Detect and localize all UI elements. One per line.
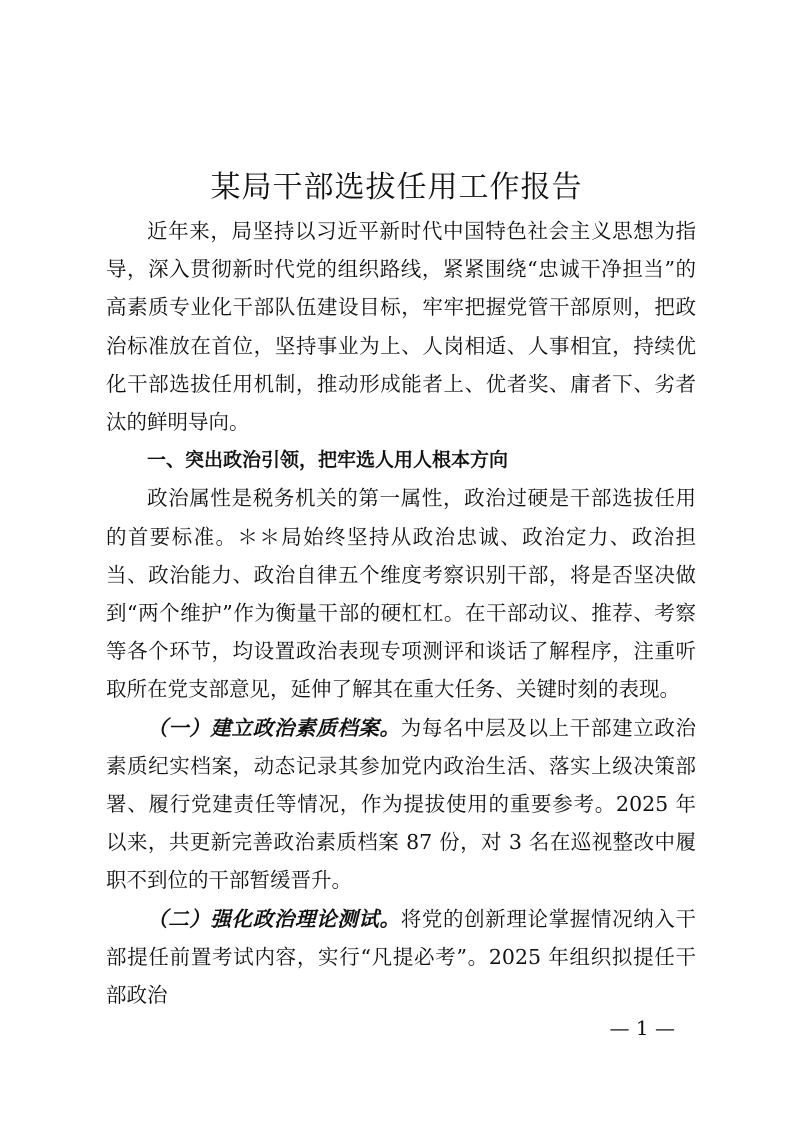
document-body bbox=[106, 212, 696, 1014]
subsection-2-paragraph bbox=[106, 900, 696, 1015]
subsection-1-paragraph bbox=[106, 709, 696, 900]
section-1-paragraph: 政治属性是税务机关的第一属性，政治过硬是干部选拔任用的首要标准。＊＊局始终坚持从政治忠诚、政治定力、政治担当、政治能力、政治自律五个维度考察识别干部，将是否坚决做到“两个维护”作为衡量干部的硬杠杠。在干部动议、推荐、考察等各个环节，均设置政治表现专项测评和谈话了解程序，注重听取所在党支部意见，延伸了解其在重大任务、关键时刻的表现。 bbox=[106, 486, 696, 702]
subsection-2-lead: （二）强化政治理论测试。 bbox=[147, 906, 401, 931]
subsection-2-text: 将党的创新理论掌握情况纳入干部提任前置考试内容，实行“凡提必考”。2025 年组织拟提任干部政治 bbox=[106, 906, 697, 1008]
document-title: 某局干部选拔任用工作报告 bbox=[210, 170, 583, 206]
section-1-heading: 一、突出政治引领，把牢选人用人根本方向 bbox=[147, 449, 509, 472]
subsection-1-text: 为每名中层及以上干部建立政治素质纪实档案，动态记录其参加党内政治生活、落实上级决策部署、履行党建责任等情况，作为提拔使用的重要参考。2025 年以来，共更新完善政治素质档案 87 份，对 3 名在巡视整改中履职不到位的干部暂缓晋升。 bbox=[106, 715, 697, 893]
intro-paragraph: 近年来，局坚持以习近平新时代中国特色社会主义思想为指导，深入贯彻新时代党的组织路线，紧紧围绕“忠诚干净担当”的高素质专业化干部队伍建设目标，牢牢把握党管干部原则，把政治标准放在首位，坚持事业为上、人岗相适、人事相宜，持续优化干部选拔任用机制，推动形成能者上、优者奖、庸者下、劣者汰的鲜明导向。 bbox=[106, 219, 696, 435]
page-number: — 1 — bbox=[609, 1016, 675, 1040]
subsection-1-lead: （一）建立政治素质档案。 bbox=[147, 715, 401, 740]
